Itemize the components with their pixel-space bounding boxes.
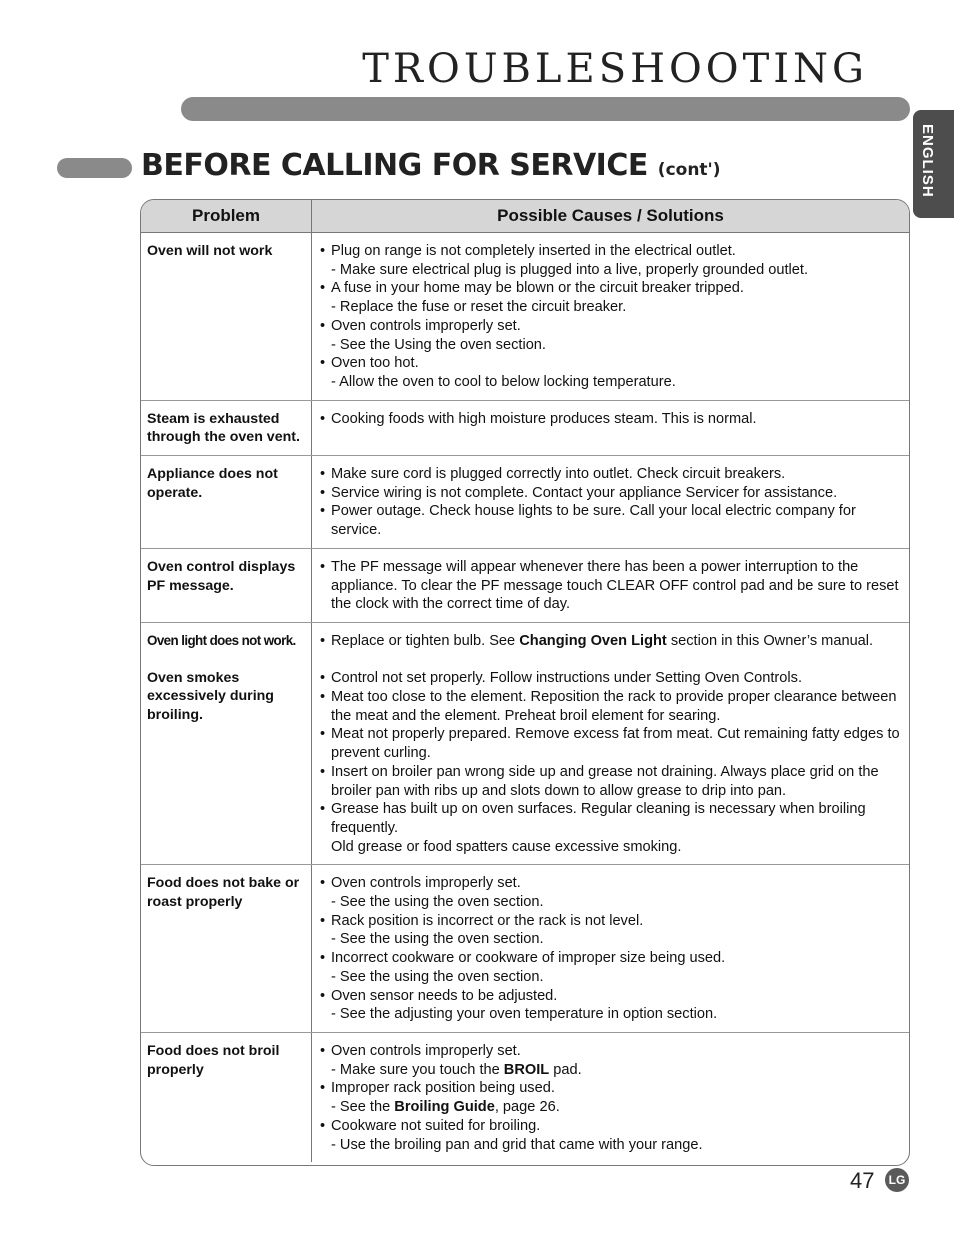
section-title bbox=[141, 148, 721, 183]
table-row bbox=[141, 548, 909, 622]
solutions-cell bbox=[312, 865, 910, 1033]
problem-text: Oven will not work bbox=[147, 243, 273, 259]
bullet-item: • Oven too hot. bbox=[320, 354, 903, 373]
table-row bbox=[141, 233, 909, 401]
problem-cell bbox=[141, 865, 312, 1033]
problem-text: Steam is exhausted through the oven vent. bbox=[147, 410, 300, 446]
text-run: Replace or tighten bulb. See bbox=[331, 632, 520, 649]
sub-item bbox=[320, 1061, 903, 1080]
problem-text: Food does not broil properly bbox=[147, 1043, 280, 1078]
sub-item: - See the Using the oven section. bbox=[331, 336, 546, 353]
table-row bbox=[141, 1033, 909, 1163]
bullet-item bbox=[320, 632, 903, 651]
bullet-item: • Meat not properly prepared. Remove excess fat from meat. Cut remaining fatty edges to prevent curling. bbox=[320, 725, 903, 762]
section-title-text: BEFORE CALLING FOR SERVICE bbox=[141, 148, 648, 183]
troubleshooting-table bbox=[140, 199, 910, 1166]
bullet-item: • Power outage. Check house lights to be sure. Call your local electric company for service. bbox=[320, 502, 903, 539]
bullet-item: • Oven sensor needs to be adjusted. bbox=[320, 987, 903, 1006]
page-title: TROUBLESHOOTING bbox=[362, 46, 868, 92]
problem-cell bbox=[141, 233, 312, 401]
bullet-item: • Plug on range is not completely inserted in the electrical outlet. bbox=[320, 242, 903, 261]
bold-run: Changing Oven Light bbox=[519, 632, 667, 649]
sub-item: Old grease or food spatters cause excessive smoking. bbox=[331, 838, 682, 855]
bullet-item: • The PF message will appear whenever there has been a power interruption to the appliance. To clear the PF message touch CLEAR OFF control pad and be sure to reset the clock with the correct time of day. bbox=[320, 558, 903, 614]
section-pill-decoration bbox=[57, 158, 132, 178]
text-run: - See the bbox=[331, 1099, 395, 1116]
bullet-item: • Service wiring is not complete. Contact your appliance Servicer for assistance. bbox=[320, 484, 903, 503]
problem-cell bbox=[141, 456, 312, 549]
bullet-item: • Control not set properly. Follow instructions under Setting Oven Controls. bbox=[320, 669, 903, 688]
language-tab-label: ENGLISH bbox=[919, 124, 936, 198]
bullet-item: • Improper rack position being used. bbox=[320, 1079, 903, 1098]
sub-item: - Make sure electrical plug is plugged into a live, properly grounded outlet. bbox=[331, 261, 808, 278]
bullet-item: • Oven controls improperly set. bbox=[320, 1042, 903, 1061]
bullet-item: • Oven controls improperly set. bbox=[320, 317, 903, 336]
problem-text: Oven smokes excessively during broiling. bbox=[147, 669, 274, 724]
sub-item: - Allow the oven to cool to below locking temperature. bbox=[331, 373, 676, 390]
bold-run: Broiling Guide bbox=[394, 1099, 495, 1116]
sub-item: - See the using the oven section. bbox=[331, 894, 544, 911]
sub-item: - See the using the oven section. bbox=[331, 968, 544, 985]
table-row bbox=[141, 400, 909, 455]
bullet-item: • Insert on broiler pan wrong side up and grease not draining. Always place grid on the broiler pan with ribs up and slots down to allow grease to drip into pan. bbox=[320, 763, 903, 800]
text-run: pad. bbox=[549, 1061, 582, 1078]
page-number: 47 bbox=[850, 1168, 875, 1193]
problem-header: Problem bbox=[141, 200, 312, 233]
problem-text: Oven control displays PF message. bbox=[147, 558, 296, 594]
problem-cell bbox=[141, 1033, 312, 1163]
solutions-cell bbox=[312, 456, 910, 549]
solutions-cell bbox=[312, 1033, 910, 1163]
spacer bbox=[320, 651, 903, 670]
text-run: - Make sure you touch the bbox=[331, 1061, 504, 1078]
sub-item: - Use the broiling pan and grid that came with your range. bbox=[331, 1136, 703, 1153]
solutions-cell bbox=[312, 622, 910, 864]
sub-item: - See the adjusting your oven temperature in option section. bbox=[331, 1006, 718, 1023]
solutions-cell bbox=[312, 233, 910, 401]
problem-cell bbox=[141, 400, 312, 455]
solutions-cell bbox=[312, 400, 910, 455]
bullet-item: • Cookware not suited for broiling. bbox=[320, 1117, 903, 1136]
text-run: , page 26. bbox=[494, 1099, 560, 1116]
text-run: section in this Owner’s manual. bbox=[666, 632, 874, 649]
problem-text: Oven light does not work. bbox=[147, 632, 296, 648]
bullet-item: • Incorrect cookware or cookware of improper size being used. bbox=[320, 949, 903, 968]
problem-text: Appliance does not operate. bbox=[147, 466, 278, 501]
bold-run: BROIL bbox=[503, 1061, 550, 1078]
table-row bbox=[141, 622, 909, 864]
table-row bbox=[141, 865, 909, 1033]
lg-logo-icon: LG bbox=[885, 1168, 909, 1192]
bullet-item: • Rack position is incorrect or the rack is not level. bbox=[320, 912, 903, 931]
bullet-item: • Make sure cord is plugged correctly into outlet. Check circuit breakers. bbox=[320, 465, 903, 484]
bullet-item: • Cooking foods with high moisture produces steam. This is normal. bbox=[320, 410, 903, 429]
bullet-item: • Grease has built up on oven surfaces. Regular cleaning is necessary when broiling frequently. bbox=[320, 800, 903, 837]
language-tab bbox=[913, 110, 954, 218]
bullet-item: • Oven controls improperly set. bbox=[320, 874, 903, 893]
table-row bbox=[141, 456, 909, 549]
bullet-item: • Meat too close to the element. Reposition the rack to provide proper clearance between the meat and the element. Preheat broil element for searing. bbox=[320, 688, 903, 725]
solutions-cell bbox=[312, 548, 910, 622]
sub-item bbox=[320, 1098, 903, 1117]
solutions-header: Possible Causes / Solutions bbox=[312, 200, 910, 233]
problem-cell bbox=[141, 548, 312, 622]
sub-item: - Replace the fuse or reset the circuit breaker. bbox=[331, 299, 627, 316]
sub-item: - See the using the oven section. bbox=[331, 931, 544, 948]
header-bar bbox=[181, 97, 910, 121]
problem-cell bbox=[141, 622, 312, 864]
bullet-item: • A fuse in your home may be blown or the circuit breaker tripped. bbox=[320, 279, 903, 298]
problem-text: Food does not bake or roast properly bbox=[147, 875, 300, 911]
section-title-suffix: (cont') bbox=[657, 160, 721, 180]
